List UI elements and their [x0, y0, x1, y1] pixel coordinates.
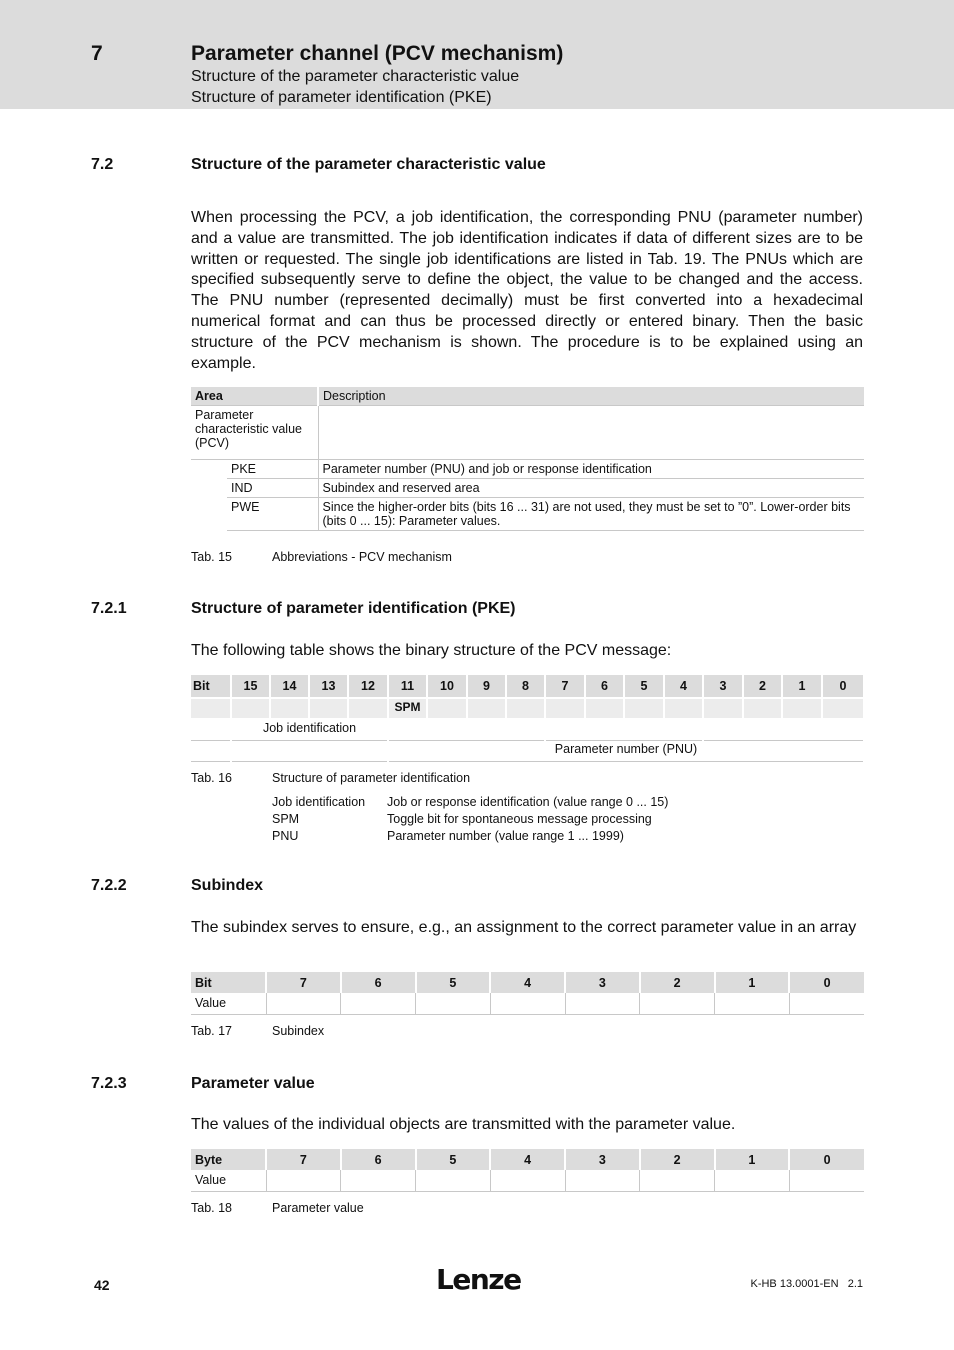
- legend-term: Job identification: [272, 795, 366, 809]
- table-row: [191, 993, 864, 1014]
- bit-4: 4: [490, 972, 565, 993]
- byte-1: 1: [715, 1149, 790, 1170]
- bit-2: 2: [743, 675, 782, 698]
- bit-0: 0: [789, 972, 864, 993]
- bit-8: 8: [506, 675, 545, 698]
- chapter-subtitle-1: Structure of the parameter characteristic value: [191, 68, 520, 85]
- bit-header-row: [191, 675, 864, 698]
- bit-3: 3: [565, 972, 640, 993]
- area-cell: IND: [227, 479, 318, 498]
- byte-3: 3: [565, 1149, 640, 1170]
- job-row: [191, 719, 864, 740]
- pnu-cell: Parameter number (PNU): [388, 740, 864, 761]
- bit-13: 13: [309, 675, 348, 698]
- legend-description: Job or response identification (value range 0 ... 15): [387, 795, 669, 809]
- header-description: Description: [318, 387, 864, 406]
- legend-description: Parameter number (value range 1 ... 1999): [387, 829, 624, 843]
- bit-label: Bit: [191, 675, 231, 698]
- legend-descriptions: [387, 794, 668, 845]
- section-title-7-2: Structure of the parameter characteristic value: [191, 156, 546, 173]
- abbreviations-table: [191, 387, 864, 531]
- header-area: Area: [191, 387, 318, 406]
- table-header-row: [191, 1149, 864, 1170]
- bit-7: 7: [545, 675, 585, 698]
- bit-10: 10: [427, 675, 467, 698]
- table-caption-text: Subindex: [272, 1024, 325, 1038]
- row-label: Value: [191, 993, 266, 1014]
- row-label: Value: [191, 1170, 266, 1191]
- bit-1: 1: [782, 675, 822, 698]
- area-cell: PKE: [227, 460, 318, 479]
- job-identification-cell: Job identification: [231, 719, 388, 740]
- bit-6: 6: [585, 675, 624, 698]
- table-caption-text: Abbreviations - PCV mechanism: [272, 550, 452, 564]
- table-row: [191, 406, 864, 460]
- group-label: Parameter characteristic value (PCV): [191, 406, 318, 460]
- lenze-logo: Lenze: [436, 1263, 521, 1296]
- bit-3: 3: [703, 675, 743, 698]
- table-caption-text: Structure of parameter identification: [272, 771, 471, 785]
- bit-1: 1: [715, 972, 790, 993]
- bit-5: 5: [624, 675, 664, 698]
- bit-11: 11: [388, 675, 427, 698]
- head-label: Byte: [191, 1149, 266, 1170]
- bit-7: 7: [266, 972, 341, 993]
- section-number-7-2-3: 7.2.3: [91, 1075, 127, 1092]
- section-number-7-2-2: 7.2.2: [91, 877, 127, 894]
- area-cell: PWE: [227, 498, 318, 531]
- chapter-title: Parameter channel (PCV mechanism): [191, 42, 564, 65]
- bit-6: 6: [341, 972, 416, 993]
- pnu-row: [191, 740, 864, 761]
- section-7-2-3-paragraph: The values of the individual objects are transmitted with the parameter value.: [191, 1116, 736, 1133]
- byte-7: 7: [266, 1149, 341, 1170]
- bit-14: 14: [270, 675, 309, 698]
- spm-row: [191, 698, 864, 719]
- bit-15: 15: [231, 675, 270, 698]
- table-header-row: [191, 387, 864, 406]
- group-description: [318, 406, 864, 460]
- legend-term: SPM: [272, 812, 300, 826]
- table-row: [191, 1170, 864, 1191]
- pke-bit-table: [191, 675, 865, 762]
- subindex-table: [191, 972, 864, 1015]
- byte-5: 5: [416, 1149, 491, 1170]
- table-caption-label: Tab. 17: [191, 1024, 233, 1038]
- chapter-subtitle-2: Structure of parameter identification (PKE): [191, 89, 492, 106]
- bit-12: 12: [348, 675, 388, 698]
- table-row: [191, 479, 864, 498]
- section-7-2-2-paragraph: The subindex serves to ensure, e.g., an assignment to the correct parameter value in an array: [191, 919, 857, 936]
- bit-5: 5: [416, 972, 491, 993]
- chapter-header-band: [0, 0, 954, 109]
- section-title-7-2-1: Structure of parameter identification (PKE): [191, 600, 516, 617]
- table-row: [191, 460, 864, 479]
- table-caption-label: Tab. 18: [191, 1201, 233, 1215]
- section-number-7-2: 7.2: [91, 156, 114, 173]
- byte-4: 4: [490, 1149, 565, 1170]
- legend-term: PNU: [272, 829, 299, 843]
- description-cell: Subindex and reserved area: [318, 479, 864, 498]
- head-label: Bit: [191, 972, 266, 993]
- byte-2: 2: [640, 1149, 715, 1170]
- table-caption-label: Tab. 15: [191, 550, 233, 564]
- document-id: K-HB 13.0001-EN 2.1: [750, 1278, 863, 1290]
- byte-6: 6: [341, 1149, 416, 1170]
- bit-0: 0: [822, 675, 864, 698]
- section-7-2-paragraph: When processing the PCV, a job identification, the corresponding PNU (parameter number) and a value are transmitted. The job identification indicates if data of different sizes are to be written or requested. The single job identifications are listed in Tab. 19. The PNUs which are specified subsequently serve to define the object, the value to be changed and the access. The PNU number (represented decimally) must be first converted into a hexadecimal numerical format and can thus be processed directly or entered binary. Then the basic structure of the PCV mechanism is shown. The procedure is to be explained using an example.: [191, 209, 863, 372]
- bit-9: 9: [467, 675, 506, 698]
- bit-4: 4: [664, 675, 703, 698]
- description-cell: Since the higher-order bits (bits 16 ... 31) are not used, they must be set to ”0”. Lower-order bits (bits 0 ... 15): Parameter values.: [318, 498, 864, 531]
- table-caption-text: Parameter value: [272, 1201, 364, 1215]
- section-7-2-1-paragraph: The following table shows the binary structure of the PCV message:: [191, 642, 672, 659]
- parameter-value-table: [191, 1149, 864, 1192]
- byte-0: 0: [789, 1149, 864, 1170]
- table-row: [191, 498, 864, 531]
- description-cell: Parameter number (PNU) and job or response identification: [318, 460, 864, 479]
- page-number: 42: [94, 1277, 110, 1293]
- legend-description: Toggle bit for spontaneous message processing: [387, 812, 652, 826]
- section-title-7-2-3: Parameter value: [191, 1075, 315, 1092]
- table-caption-label: Tab. 16: [191, 771, 233, 785]
- spm-cell: SPM: [388, 698, 427, 719]
- chapter-number: 7: [91, 42, 103, 65]
- table-header-row: [191, 972, 864, 993]
- legend-terms: [272, 794, 365, 845]
- section-title-7-2-2: Subindex: [191, 877, 264, 894]
- section-number-7-2-1: 7.2.1: [91, 600, 127, 617]
- bit-2: 2: [640, 972, 715, 993]
